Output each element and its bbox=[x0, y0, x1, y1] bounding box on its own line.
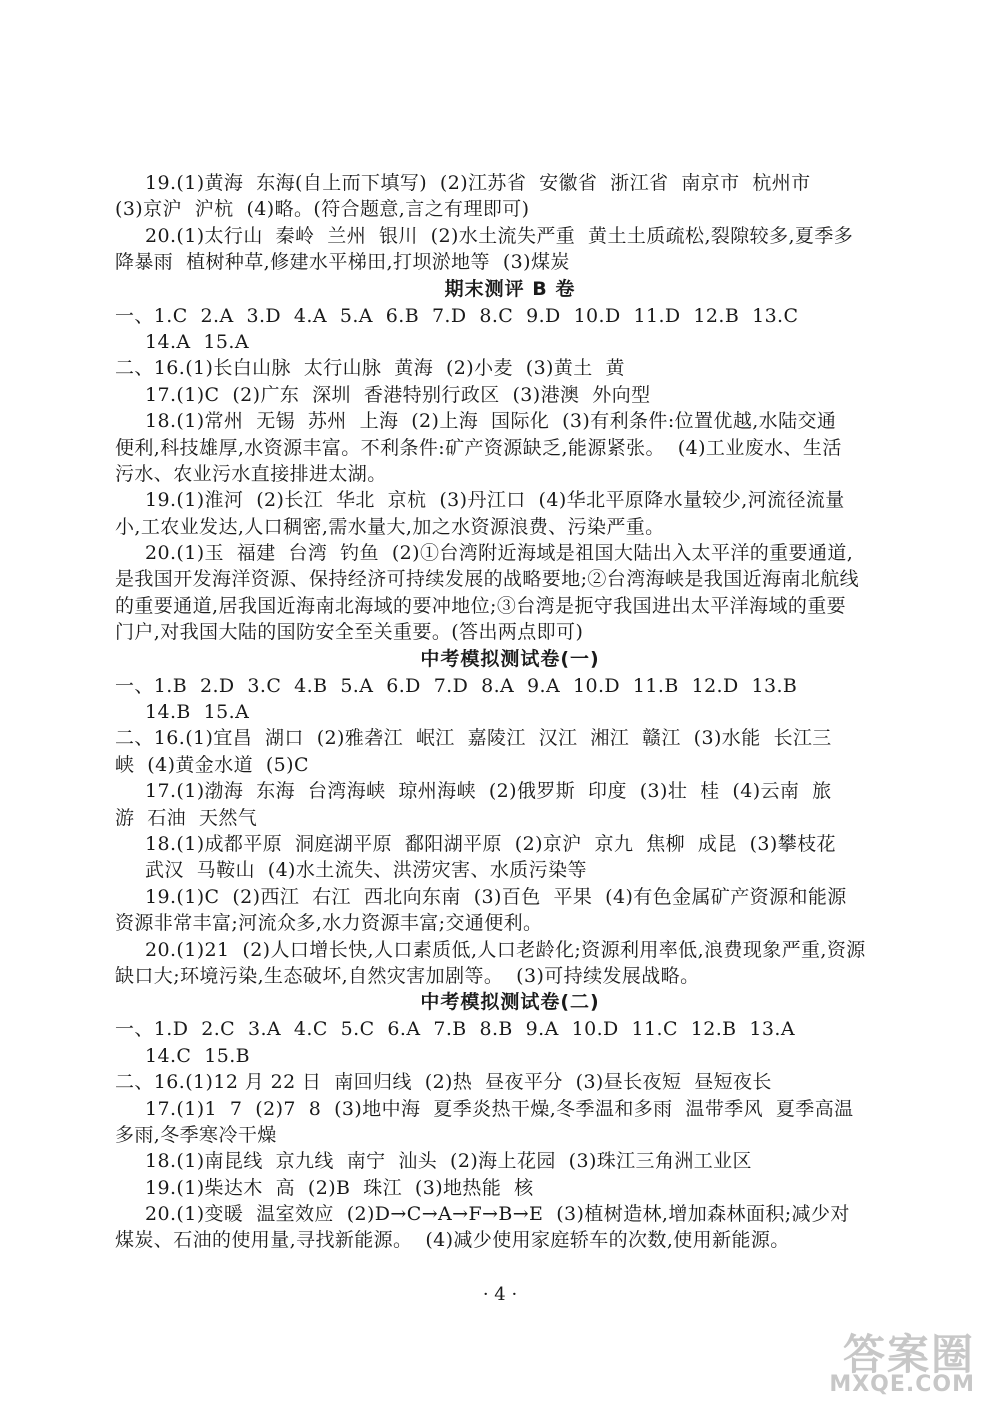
page-number: · 4 · bbox=[482, 1284, 518, 1305]
answer-line: 污水、农业污水直接排进太湖。 bbox=[115, 462, 387, 485]
answer-line: 缺口大;环境污染,生态破坏,自然灾害加剧等。 (3)可持续发展战略。 bbox=[115, 964, 700, 987]
watermark-en: MXQE.COM bbox=[829, 1372, 975, 1397]
answer-line: 18.(1)南昆线 京九线 南宁 汕头 (2)海上花园 (3)珠江三角洲工业区 bbox=[145, 1150, 752, 1173]
watermark-cn: 答案圈 bbox=[842, 1330, 975, 1379]
answer-line: 二、16.(1)12 月 22 日 南回归线 (2)热 昼夜平分 (3)昼长夜短 昼短夜长 bbox=[115, 1071, 772, 1094]
section-title: 期末测评 B 卷 bbox=[444, 277, 576, 300]
answer-line: 19.(1)黄海 东海(自上而下填写) (2)江苏省 安徽省 浙江省 南京市 杭州市 bbox=[145, 172, 811, 194]
answer-line: 一、1.B 2.D 3.C 4.B 5.A 6.D 7.D 8.A 9.A 10.D 11.B 12.D 13.B bbox=[115, 674, 798, 697]
answer-line: 17.(1)1 7 (2)7 8 (3)地中海 夏季炎热干燥,冬季温和多雨 温带季风 夏季高温 bbox=[145, 1097, 854, 1120]
answer-line: 的重要通道,居我国近海南北海域的要冲地位;③台湾是扼守我国进出太平洋海域的重要 bbox=[115, 594, 847, 617]
answer-line: 19.(1)柴达木 高 (2)B 珠江 (3)地热能 核 bbox=[145, 1176, 534, 1199]
answer-line: 多雨,冬季寒冷干燥 bbox=[115, 1123, 277, 1146]
section-title: 中考模拟测试卷(二) bbox=[420, 991, 600, 1014]
watermark-logo bbox=[795, 1322, 975, 1402]
answer-line: 18.(1)常州 无锡 苏州 上海 (2)上海 国际化 (3)有利条件:位置优越,水陆交通 bbox=[145, 410, 837, 433]
answer-line: 二、16.(1)宜昌 湖口 (2)雅砻江 岷江 嘉陵江 汉江 湘江 赣江 (3)水能 长江三 bbox=[115, 727, 832, 750]
answer-line: 20.(1)21 (2)人口增长快,人口素质低,人口老龄化;资源利用率低,浪费现象严重,资源 bbox=[145, 938, 866, 961]
answer-line: 18.(1)成都平原 洞庭湖平原 鄱阳湖平原 (2)京沪 京九 焦柳 成昆 (3)攀枝花 bbox=[145, 832, 836, 855]
answer-line: (3)京沪 沪杭 (4)略。(符合题意,言之有理即可) bbox=[115, 198, 530, 221]
answer-line: 门户,对我国大陆的国防安全至关重要。(答出两点即可) bbox=[115, 621, 584, 644]
answer-line: 资源非常丰富;河流众多,水力资源丰富;交通便利。 bbox=[115, 912, 543, 935]
answer-line: 14.B 15.A bbox=[145, 701, 250, 724]
answer-line: 峡 (4)黄金水道 (5)C bbox=[115, 753, 309, 776]
answer-line: 一、1.C 2.A 3.D 4.A 5.A 6.B 7.D 8.C 9.D 10.D 11.D 12.B 13.C bbox=[115, 304, 799, 327]
answer-line: 20.(1)变暖 温室效应 (2)D→C→A→F→B→E (3)植树造林,增加森林面积;减少对 bbox=[145, 1203, 850, 1226]
answer-line: 小,工农业发达,人口稠密,需水量大,加之水资源浪费、污染严重。 bbox=[115, 515, 665, 538]
answer-line: 一、1.D 2.C 3.A 4.C 5.C 6.A 7.B 8.B 9.A 10.D 11.C 12.B 13.A bbox=[115, 1018, 795, 1041]
answer-line: 武汉 马鞍山 (4)水土流失、洪涝灾害、水质污染等 bbox=[145, 859, 587, 882]
answer-line: 17.(1)渤海 东海 台湾海峡 琼州海峡 (2)俄罗斯 印度 (3)壮 桂 (4)云南 旅 bbox=[145, 780, 832, 803]
answer-line: 游 石油 天然气 bbox=[115, 806, 258, 829]
answer-line: 二、16.(1)长白山脉 太行山脉 黄海 (2)小麦 (3)黄土 黄 bbox=[115, 357, 625, 380]
answer-line: 20.(1)太行山 秦岭 兰州 银川 (2)水土流失严重 黄土土质疏松,裂隙较多,夏季多 bbox=[145, 224, 854, 247]
section-title: 中考模拟测试卷(一) bbox=[420, 647, 600, 670]
answer-line: 19.(1)C (2)西江 右江 西北向东南 (3)百色 平果 (4)有色金属矿产资源和能源 bbox=[145, 885, 847, 908]
answer-line: 14.C 15.B bbox=[145, 1044, 251, 1067]
answer-line: 便利,科技雄厚,水资源丰富。不利条件:矿产资源缺乏,能源紧张。 (4)工业废水、生活 bbox=[115, 436, 842, 459]
answer-line: 降暴雨 植树种草,修建水平梯田,打坝淤地等 (3)煤炭 bbox=[115, 251, 570, 274]
answer-line: 19.(1)淮河 (2)长江 华北 京杭 (3)丹江口 (4)华北平原降水量较少,河流径流量 bbox=[145, 489, 845, 512]
answer-line: 20.(1)玉 福建 台湾 钓鱼 (2)①台湾附近海域是祖国大陆出入太平洋的重要通道, bbox=[145, 542, 854, 565]
answer-line: 是我国开发海洋资源、保持经济可持续发展的战略要地;②台湾海峡是我国近海南北航线 bbox=[115, 568, 860, 591]
answer-line: 煤炭、石油的使用量,寻找新能源。 (4)减少使用家庭轿车的次数,使用新能源。 bbox=[115, 1229, 790, 1252]
answer-line: 14.A 15.A bbox=[145, 330, 249, 353]
answer-line: 17.(1)C (2)广东 深圳 香港特别行政区 (3)港澳 外向型 bbox=[145, 383, 651, 406]
answer-content bbox=[115, 170, 905, 1254]
